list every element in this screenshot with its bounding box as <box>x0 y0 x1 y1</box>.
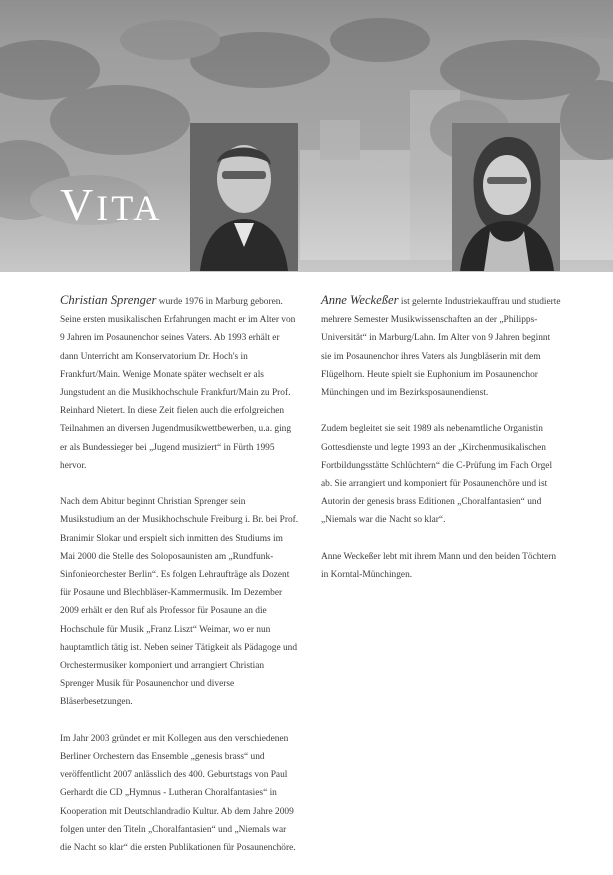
portrait-left-image <box>190 123 298 271</box>
biography-anne-weckesser <box>321 291 561 602</box>
bio-paragraph-1: Christian Sprenger wurde 1976 in Marburg geboren. Seine ersten musikalischen Erfahrungen macht er im Alter von 9 Jahren im Posaunenchor seines Vaters. Ab 1993 erhält er dann Unterricht am Konservatorium Dr. Hoch's in Frankfurt/Main. Wenige Monate später wechselt er als Jungstudent an die Musikhochschule Frankfurt/Main zu Prof. Reinhard Nietert. In diese Zeit fielen auch die erfolgreichen Teilnahmen an diversen Jugendmusikwettbewerben, u.a. ging er als Bundessieger bei „Jugend musiziert“ in Fürth 1995 hervor. <box>60 293 296 471</box>
bio-paragraph-2: Nach dem Abitur beginnt Christian Sprenger sein Musikstudium an der Musikhochschule Freiburg i. Br. bei Prof. Branimir Slokar und erspielt sich inmitten des Studiums im Mai 2000 die Stelle des Soloposaunisten am „Rundfunk-Sinfonieorchester Berlin“. Es folgen Lehraufträge als Dozent für Posaune und Blechbläser-Kammermusik. Im Dezember 2009 erhält er den Ruf als Professor für Posaune an die Hochschule für Musik „Franz Liszt“ Weimar, wo er nun hauptamtlich tätig ist. Neben seiner Tätigkeit als Pädagoge und Orchestermusiker komponiert und arrangiert Christian Sprenger Musik für Posaunenchor und diverse Bläserbesetzungen. <box>60 497 299 708</box>
bio-paragraph-3: Anne Weckeßer lebt mit ihrem Mann und den beiden Töchtern in Korntal-Münchingen. <box>321 551 557 581</box>
bio-paragraph-2: Zudem begleitet sie seit 1989 als nebenamtliche Organistin Gottesdienste und legte 1993 an der „Kirchenmusikalischen Fortbildungsstätte Schlüchtern“ die C-Prüfung im Fach Orgel ab. Sie arrangiert und komponiert für Posaunenchöre und ist Autorin der genesis brass Editionen „Choralfantasien“ und „Niemals war die Nacht so klar“. <box>321 424 553 526</box>
portrait-right-image <box>452 123 560 271</box>
bio-paragraph-1: Anne Weckeßer ist gelernte Industriekauffrau und studierte mehrere Semester Musikwissenschaften an der „Philipps-Universität“ in Marburg/Lahn. Im Alter von 9 Jahren beginnt sie im Posaunenchor ihres Vaters als Jungbläserin mit dem Flügelhorn. Heute spielt sie Euphonium im Posaunenchor Münchingen und im Bezirksposaunendienst. <box>321 293 561 399</box>
portrait-right <box>452 123 560 271</box>
person-name: Christian Sprenger <box>60 293 157 307</box>
bio-paragraph-3: Im Jahr 2003 gründet er mit Kollegen aus den verschiedenen Berliner Orchestern das Ensemble „genesis brass“ und veröffentlicht 2007 anlässlich des 400. Geburtstags von Paul Gerhardt die CD „Hymnus - Lutheran Choralfantasies“ in Kooperation mit Deutschlandradio Kultur. Ab dem Jahre 2009 folgen unter den Titeln „Choralfantasien“ und „Niemals war die Nacht so klar“ die ersten Publikationen für Posaunenchöre. <box>60 733 296 854</box>
biography-christian-sprenger <box>60 291 300 875</box>
portrait-left <box>190 123 298 271</box>
person-name: Anne Weckeßer <box>321 293 399 307</box>
page-title: VITA <box>60 179 163 230</box>
